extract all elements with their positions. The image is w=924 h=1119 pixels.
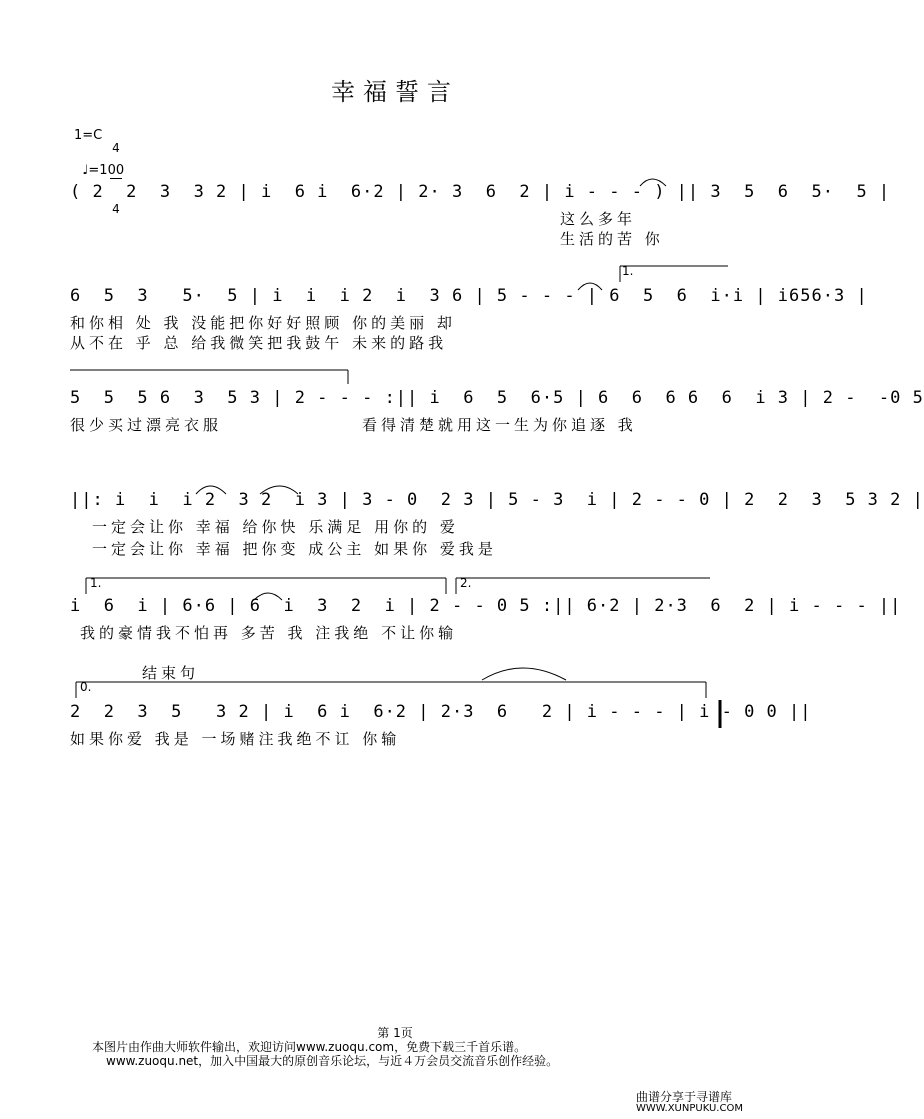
lyric-row-6: 如果你爱 我是 一场赌注我绝不讧 你输: [70, 730, 401, 748]
tempo-value: =100: [88, 163, 125, 178]
key-signature: 1=C: [74, 128, 103, 143]
lyric-row-3-part-2: 看得清楚就用这一生为你追逐 我: [362, 416, 637, 434]
volta-0-label: 0.: [80, 680, 92, 694]
time-signature-top: 4: [112, 141, 120, 155]
volta-2-ending-label: 2.: [460, 576, 472, 590]
lyric-row-4-verse-2: 一定会让你 幸福 把你变 成公主 如果你 爱我是: [92, 540, 497, 558]
notation-row-1: ( 2 2 3 3 2 | i 6 i 6·2 | 2· 3 6 2 | i - - - ) || 3 5 6 5· 5 |: [70, 182, 891, 202]
lyric-row-4-verse-1: 一定会让你 幸福 给你快 乐满足 用你的 爱: [92, 518, 459, 536]
volta-1-ending-label: 1.: [90, 576, 102, 590]
footer-line-1: 本图片由作曲大师软件输出，欢迎访问www.zuoqu.com，免费下载三千首乐谱。: [92, 1040, 527, 1054]
quarter-note-icon: ♩: [82, 163, 89, 178]
notation-row-5: i 6 i | 6·6 | 6 i 3 2 i | 2 - - 0 5 :|| 6·2 | 2·3 6 2 | i - - - ||: [70, 596, 902, 616]
tie-row1: [640, 179, 666, 186]
tie-row6: [482, 668, 566, 680]
notation-row-2: 6 5 3 5· 5 | i i i 2 i 3 6 | 5 - - - | 6 5 6 i·i | i656·3 |: [70, 286, 868, 306]
watermark-line-2: WWW.XUNPUKU.COM: [636, 1103, 743, 1114]
notation-row-6: 2 2 3 5 3 2 | i 6 i 6·2 | 2·3 6 2 | i - - - | i - 0 0 ||: [70, 702, 812, 722]
lyric-row-2-verse-2: 从不在 乎 总 给我微笑把我鼓午 未来的路我: [70, 334, 448, 352]
lyric-row-2-verse-1: 和你相 处 我 没能把你好好照顾 你的美丽 却: [70, 314, 456, 332]
coda-label: 结束句: [142, 664, 200, 682]
notation-row-4: ||: i i i 2 3 2 i 3 | 3 - 0 2 3 | 5 - 3 i | 2 - - 0 | 2 2 3 5 3 2 |: [70, 490, 924, 510]
lyric-row-3-part-1: 很少买过漂亮衣服: [70, 416, 223, 434]
tie-row5: [254, 593, 282, 600]
lyric-row-5: 我的豪情我不怕再 多苦 我 注我绝 不让你输: [80, 624, 458, 642]
time-signature-bottom: 4: [112, 202, 120, 216]
tie-row4-b: [260, 486, 298, 494]
footer-line-2: www.zuoqu.net，加入中国最大的原创音乐论坛，与近４万会员交流音乐创作经验。: [106, 1054, 559, 1068]
tie-row2: [578, 283, 602, 290]
lyric-row-1-verse-2: 生活的苦 你: [560, 230, 664, 248]
watermark-line-1: 曲谱分享于寻谱库: [636, 1090, 733, 1104]
lyric-row-1-verse-1: 这么多年: [560, 210, 637, 228]
footer-page-number: 第 1页: [377, 1026, 413, 1040]
notation-row-3: 5 5 5 6 3 5 3 | 2 - - - :|| i 6 5 6·5 | 6 6 6 6 6 i 3 | 2 - -0 5: [70, 388, 924, 408]
page-title: 幸福誓言: [331, 78, 459, 106]
volta-1-label: 1.: [622, 264, 634, 278]
tie-row4-a: [196, 486, 226, 494]
